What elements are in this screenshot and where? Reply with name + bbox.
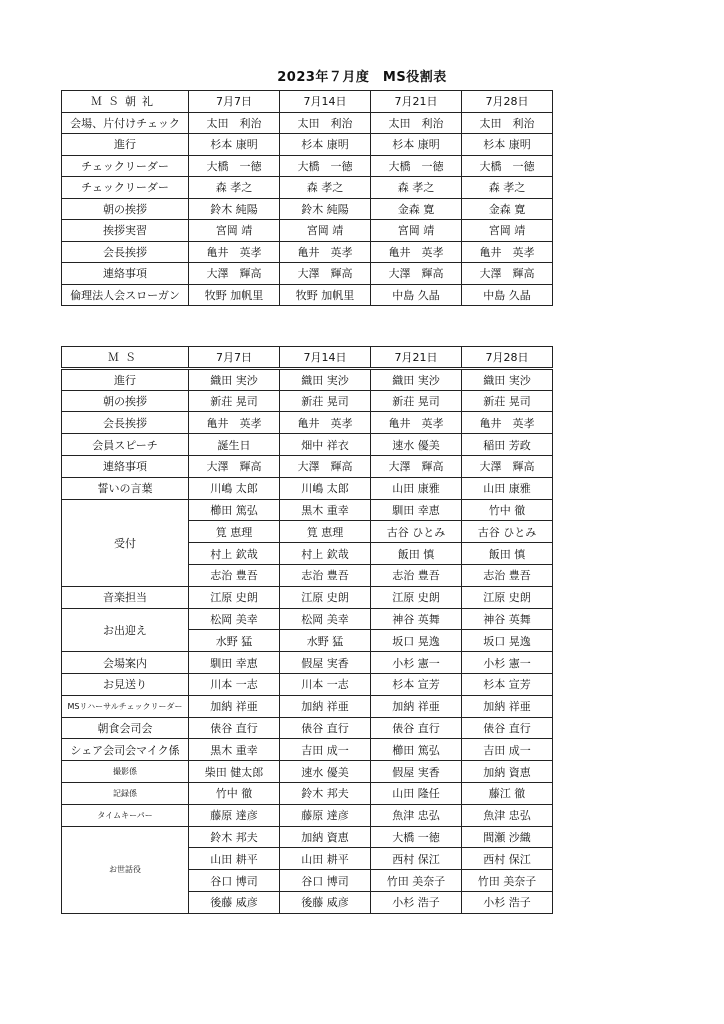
assignee-cell: 馴田 幸恵 [189,652,280,674]
assignee-cell: 太田 利治 [189,112,280,134]
table-row [62,782,553,804]
assignee-cell: 大澤 輝高 [462,455,553,477]
assignee-cell: 小杉 浩子 [371,891,462,913]
role-cell: MSリハーサルチェックリーダー [62,695,189,717]
assignee-cell: 加納 資恵 [280,826,371,848]
assignee-cell: 坂口 晃逸 [462,630,553,652]
table-row [62,499,553,521]
assignee-cell: 川本 一志 [280,673,371,695]
assignee-cell: 小杉 憲一 [462,652,553,674]
assignee-cell: 亀井 英孝 [462,241,553,263]
assignee-cell: 志治 豊吾 [280,564,371,586]
assignee-cell: 亀井 英孝 [280,412,371,434]
morning-ms-role-table [61,90,553,306]
table-row [62,198,553,220]
role-cell: 会長挨拶 [62,412,189,434]
assignee-cell: 魚津 忠弘 [371,804,462,826]
assignee-cell: 亀井 英孝 [189,412,280,434]
table-row [62,220,553,242]
role-cell: 誓いの言葉 [62,477,189,499]
table-row [62,652,553,674]
assignee-cell: 織田 実沙 [462,368,553,390]
table-row [62,761,553,783]
assignee-cell: 江原 史朗 [371,586,462,608]
assignee-cell: 志治 豊吾 [189,564,280,586]
assignee-cell: 川嶋 太郎 [280,477,371,499]
table-row [62,177,553,199]
table-row [62,673,553,695]
header-cell: 7月14日 [280,91,371,113]
assignee-cell: 牧野 加帆里 [189,284,280,306]
table-row [62,695,553,717]
assignee-cell: 藤江 徹 [462,782,553,804]
role-cell: 朝の挨拶 [62,198,189,220]
role-cell: 会員スピーチ [62,434,189,456]
role-cell: タイムキーパー [62,804,189,826]
assignee-cell: 新荘 晃司 [371,390,462,412]
assignee-cell: 加納 祥亜 [189,695,280,717]
assignee-cell: 櫛田 篤弘 [371,739,462,761]
assignee-cell: 山田 隆任 [371,782,462,804]
role-cell: シェア会司会マイク係 [62,739,189,761]
assignee-cell: 後藤 威彦 [189,891,280,913]
table-row [62,804,553,826]
assignee-cell: 大澤 輝高 [371,263,462,285]
assignee-cell: 俵谷 直行 [280,717,371,739]
assignee-cell: 大澤 輝高 [462,263,553,285]
assignee-cell: 俵谷 直行 [371,717,462,739]
assignee-cell: 中島 久晶 [371,284,462,306]
assignee-cell: 俵谷 直行 [189,717,280,739]
assignee-cell: 杉本 康明 [280,134,371,156]
assignee-cell: 大橋 一徳 [189,155,280,177]
assignee-cell: 亀井 英孝 [189,241,280,263]
assignee-cell: 宮岡 靖 [371,220,462,242]
assignee-cell: 飯田 慎 [371,543,462,565]
assignee-cell: 鈴木 邦夫 [280,782,371,804]
role-cell: 受付 [62,499,189,586]
assignee-cell: 村上 欽哉 [280,543,371,565]
assignee-cell: 水野 猛 [280,630,371,652]
table-row [62,368,553,390]
role-cell: 挨拶実習 [62,220,189,242]
assignee-cell: 宮岡 靖 [280,220,371,242]
assignee-cell: 誕生日 [189,434,280,456]
assignee-cell: 竹中 徹 [189,782,280,804]
assignee-cell: 竹中 徹 [462,499,553,521]
assignee-cell: 森 孝之 [189,177,280,199]
table-row [62,112,553,134]
assignee-cell: 大澤 輝高 [280,455,371,477]
header-cell: 7月21日 [371,91,462,113]
assignee-cell: 太田 利治 [462,112,553,134]
assignee-cell: 亀井 英孝 [371,412,462,434]
assignee-cell: 古谷 ひとみ [462,521,553,543]
assignee-cell: 西村 保江 [371,848,462,870]
assignee-cell: 山田 康雅 [371,477,462,499]
role-cell: 連絡事項 [62,455,189,477]
ms-role-table [61,346,553,914]
role-cell: お出迎え [62,608,189,652]
assignee-cell: 俵谷 直行 [462,717,553,739]
assignee-cell: 杉本 宣芳 [371,673,462,695]
role-cell: 倫理法人会スローガン [62,284,189,306]
role-cell: 朝の挨拶 [62,390,189,412]
assignee-cell: 大澤 輝高 [189,263,280,285]
assignee-cell: 藤原 達彦 [280,804,371,826]
table-header-row [62,91,553,113]
assignee-cell: 柴田 健太郎 [189,761,280,783]
role-cell: 記録係 [62,782,189,804]
assignee-cell: 大橋 一徳 [371,155,462,177]
assignee-cell: 川本 一志 [189,673,280,695]
header-cell: ＭＳ朝礼 [62,91,189,113]
assignee-cell: 村上 欽哉 [189,543,280,565]
assignee-cell: 筧 恵理 [280,521,371,543]
header-cell: 7月7日 [189,347,280,369]
assignee-cell: 黒木 重幸 [189,739,280,761]
table-row [62,455,553,477]
assignee-cell: 織田 実沙 [189,368,280,390]
assignee-cell: 松岡 美幸 [189,608,280,630]
assignee-cell: 藤原 達彦 [189,804,280,826]
assignee-cell: 森 孝之 [280,177,371,199]
assignee-cell: 新荘 晃司 [280,390,371,412]
assignee-cell: 加納 資恵 [462,761,553,783]
header-cell: 7月21日 [371,347,462,369]
assignee-cell: 加納 祥亜 [371,695,462,717]
assignee-cell: 山田 康雅 [462,477,553,499]
assignee-cell: 亀井 英孝 [371,241,462,263]
assignee-cell: 志治 豊吾 [371,564,462,586]
assignee-cell: 大澤 輝高 [371,455,462,477]
table-row [62,477,553,499]
assignee-cell: 加納 祥亜 [280,695,371,717]
assignee-cell: 杉本 康明 [189,134,280,156]
assignee-cell: 織田 実沙 [280,368,371,390]
header-cell: 7月28日 [462,91,553,113]
table-header-row [62,347,553,369]
assignee-cell: 大澤 輝高 [189,455,280,477]
role-cell: チェックリーダー [62,155,189,177]
assignee-cell: 小杉 憲一 [371,652,462,674]
assignee-cell: 神谷 英舞 [371,608,462,630]
assignee-cell: 谷口 博司 [280,870,371,892]
assignee-cell: 太田 利治 [280,112,371,134]
table-row [62,434,553,456]
assignee-cell: 森 孝之 [371,177,462,199]
role-cell: 進行 [62,368,189,390]
assignee-cell: 吉田 成一 [280,739,371,761]
assignee-cell: 鈴木 邦夫 [189,826,280,848]
assignee-cell: 江原 史朗 [280,586,371,608]
assignee-cell: 小杉 浩子 [462,891,553,913]
role-cell: お世話役 [62,826,189,913]
assignee-cell: 新荘 晃司 [462,390,553,412]
assignee-cell: 新荘 晃司 [189,390,280,412]
assignee-cell: 金森 寛 [371,198,462,220]
assignee-cell: 馴田 幸恵 [371,499,462,521]
role-cell: 撮影係 [62,761,189,783]
table-row [62,717,553,739]
assignee-cell: 後藤 威彦 [280,891,371,913]
table-row [62,155,553,177]
assignee-cell: 大橋 一徳 [462,155,553,177]
assignee-cell: 金森 寛 [462,198,553,220]
table-row [62,826,553,848]
assignee-cell: 山田 耕平 [280,848,371,870]
assignee-cell: 宮岡 靖 [462,220,553,242]
assignee-cell: 大橋 一徳 [280,155,371,177]
assignee-cell: 加納 祥亜 [462,695,553,717]
table-row [62,241,553,263]
role-cell: 会場案内 [62,652,189,674]
table-row [62,134,553,156]
assignee-cell: 間瀬 沙織 [462,826,553,848]
header-cell: 7月7日 [189,91,280,113]
assignee-cell: 筧 恵理 [189,521,280,543]
role-cell: お見送り [62,673,189,695]
assignee-cell: 鈴木 純陽 [189,198,280,220]
assignee-cell: 西村 保江 [462,848,553,870]
assignee-cell: 大澤 輝高 [280,263,371,285]
assignee-cell: 山田 耕平 [189,848,280,870]
table-row [62,390,553,412]
assignee-cell: 坂口 晃逸 [371,630,462,652]
header-cell: 7月14日 [280,347,371,369]
assignee-cell: 竹田 美奈子 [371,870,462,892]
assignee-cell: 水野 猛 [189,630,280,652]
role-cell: 朝食会司会 [62,717,189,739]
role-cell: 音楽担当 [62,586,189,608]
assignee-cell: 速水 優美 [280,761,371,783]
header-cell: ＭＳ [62,347,189,369]
header-cell: 7月28日 [462,347,553,369]
assignee-cell: 畑中 祥衣 [280,434,371,456]
table-row [62,284,553,306]
assignee-cell: 魚津 忠弘 [462,804,553,826]
table-row [62,739,553,761]
assignee-cell: 谷口 博司 [189,870,280,892]
assignee-cell: 黒木 重幸 [280,499,371,521]
table-row [62,263,553,285]
assignee-cell: 飯田 慎 [462,543,553,565]
assignee-cell: 織田 実沙 [371,368,462,390]
table-row [62,412,553,434]
assignee-cell: 中島 久晶 [462,284,553,306]
role-cell: 連絡事項 [62,263,189,285]
role-cell: 会長挨拶 [62,241,189,263]
assignee-cell: 神谷 英舞 [462,608,553,630]
assignee-cell: 鈴木 純陽 [280,198,371,220]
assignee-cell: 江原 史朗 [462,586,553,608]
assignee-cell: 川嶋 太郎 [189,477,280,499]
assignee-cell: 杉本 康明 [462,134,553,156]
assignee-cell: 假屋 実香 [371,761,462,783]
role-cell: チェックリーダー [62,177,189,199]
assignee-cell: 吉田 成一 [462,739,553,761]
role-cell: 進行 [62,134,189,156]
role-cell: 会場、片付けチェック [62,112,189,134]
assignee-cell: 竹田 美奈子 [462,870,553,892]
page-title: 2023年７月度 MS役割表 [277,70,447,85]
assignee-cell: 古谷 ひとみ [371,521,462,543]
assignee-cell: 森 孝之 [462,177,553,199]
table-row [62,586,553,608]
assignee-cell: 宮岡 靖 [189,220,280,242]
assignee-cell: 速水 優美 [371,434,462,456]
assignee-cell: 太田 利治 [371,112,462,134]
assignee-cell: 牧野 加帆里 [280,284,371,306]
assignee-cell: 大橋 一徳 [371,826,462,848]
assignee-cell: 江原 史朗 [189,586,280,608]
assignee-cell: 亀井 英孝 [280,241,371,263]
assignee-cell: 假屋 実香 [280,652,371,674]
assignee-cell: 松岡 美幸 [280,608,371,630]
assignee-cell: 櫛田 篤弘 [189,499,280,521]
assignee-cell: 稲田 芳政 [462,434,553,456]
assignee-cell: 亀井 英孝 [462,412,553,434]
assignee-cell: 杉本 宣芳 [462,673,553,695]
assignee-cell: 杉本 康明 [371,134,462,156]
assignee-cell: 志治 豊吾 [462,564,553,586]
table-row [62,608,553,630]
